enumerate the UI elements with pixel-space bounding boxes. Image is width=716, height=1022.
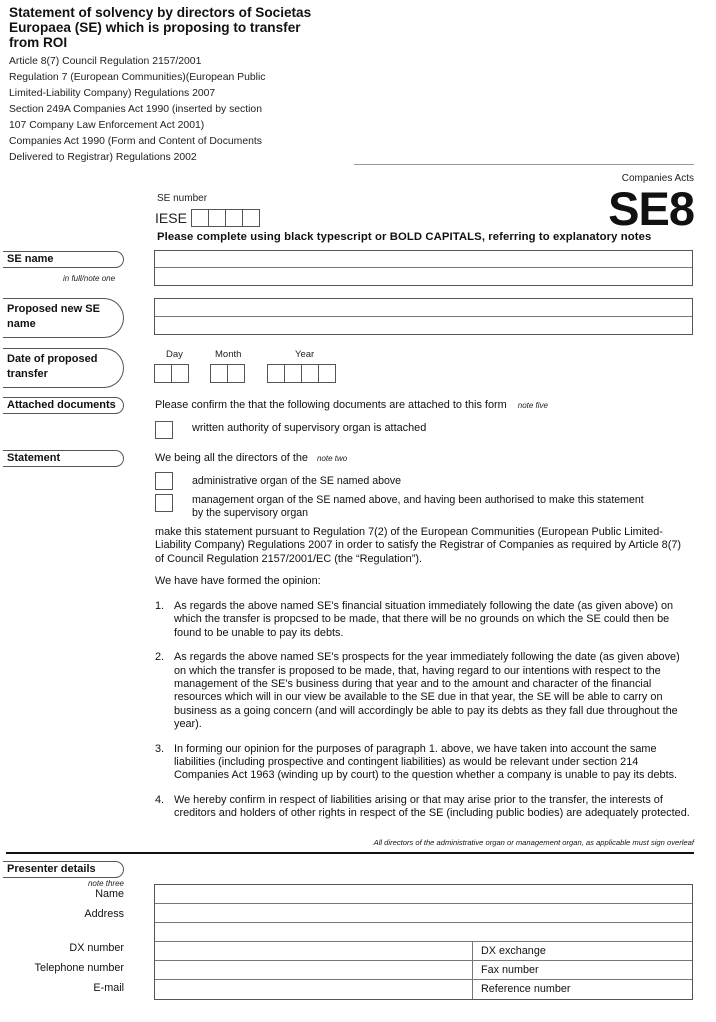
telephone-row	[155, 961, 692, 980]
opinion-item	[155, 743, 693, 783]
presenter-details-label: Presenter details	[7, 863, 96, 875]
date-tab	[3, 348, 124, 388]
fax-label: Fax number	[481, 964, 539, 976]
legal-references	[9, 54, 309, 166]
statement-tab	[3, 450, 124, 467]
attached-documents-tab	[3, 397, 124, 414]
title-line: Europaea (SE) which is proposing to transfer	[9, 20, 301, 35]
se-name-line[interactable]	[155, 251, 692, 268]
date-label: Date of proposed	[7, 353, 98, 365]
title-line: from ROI	[9, 35, 68, 50]
item-number: 3.	[155, 742, 165, 755]
item-text: As regards the above named SE's financial situation immediately following the date (as given above) on which the transfer is propcsed to be made, that there will be no grounds on which the SE could then be found to be unable to pay its debts.	[174, 600, 674, 639]
year-input[interactable]	[268, 364, 336, 383]
year-digit-box[interactable]	[301, 364, 319, 383]
proposed-name-field[interactable]	[154, 298, 693, 335]
companies-acts-label: Companies Acts	[621, 173, 694, 184]
presenter-details-grid	[154, 884, 693, 1000]
statement-intro	[155, 452, 347, 465]
day-label: Day	[166, 349, 183, 360]
day-input[interactable]	[155, 364, 189, 383]
opinion-list	[155, 600, 693, 832]
proposed-name-line[interactable]	[155, 299, 692, 317]
email-field[interactable]	[155, 980, 473, 999]
dx-exchange-field[interactable]	[473, 942, 692, 960]
form-code: SE8	[608, 182, 694, 235]
year-digit-box[interactable]	[318, 364, 336, 383]
address-field-line[interactable]	[155, 923, 692, 942]
email-row	[155, 980, 692, 999]
year-label: Year	[295, 349, 315, 360]
instruction-text: Please complete using black typescript or BOLD CAPITALS, referring to explanatory notes	[157, 231, 652, 243]
legal-ref: Companies Act 1990 (Form and Content of Documents	[9, 136, 262, 147]
presenter-note: note three	[87, 879, 124, 888]
name-field[interactable]	[155, 885, 692, 904]
dx-number-field[interactable]	[155, 942, 473, 960]
administrative-organ-checkbox[interactable]	[155, 472, 173, 490]
day-digit-box[interactable]	[171, 364, 189, 383]
item-text: As regards the above named SE's prospects for the year immediately following the date (as given above) on which the transfer is proposed to be made, that, having regard to our intentions with respect to the management of the SE's business during that year and to the amount and character of the financial resources which will in our view be available to the SE due in that year, the SE will be able to carry on business as a going concern (and will accordingly be able to pay its debts as they fall due throughout the year).	[174, 651, 680, 731]
se-name-note: in full/note one	[63, 274, 116, 283]
se-name-line[interactable]	[155, 268, 692, 285]
legal-ref: 107 Company Law Enforcement Act 2001)	[9, 120, 205, 131]
administrative-organ-label: administrative organ of the SE named above	[192, 475, 402, 487]
supervisory-authority-label: written authority of supervisory organ is attached	[192, 422, 427, 434]
supervisory-authority-checkbox[interactable]	[155, 421, 173, 439]
proposed-name-line[interactable]	[155, 317, 692, 334]
section-divider	[6, 852, 694, 854]
reference-field[interactable]	[473, 980, 692, 999]
fax-field[interactable]	[473, 961, 692, 979]
address-label: Address	[84, 908, 124, 920]
header-divider	[354, 164, 694, 165]
statement-label: Statement	[7, 452, 61, 464]
se-name-label: SE name	[7, 253, 54, 265]
opinion-item	[155, 651, 693, 731]
management-organ-line: by the supervisory organ	[192, 507, 309, 519]
proposed-name-label: Proposed new SE	[7, 303, 100, 315]
pursuant-paragraph: make this statement pursuant to Regulation 7(2) of the European Communities (European Public Limited-Liability Company) Regulations 2007 in order to satisfy the Registrar of Companies as required by Article 8(7) of Council Regulation 2157/2001/EC (the “Regulation”).	[155, 526, 682, 565]
dx-row	[155, 942, 692, 961]
reference-label: Reference number	[481, 983, 571, 995]
name-label: Name	[95, 888, 124, 900]
legal-ref: Article 8(7) Council Regulation 2157/2001	[9, 56, 202, 67]
month-input[interactable]	[211, 364, 245, 383]
attached-documents-label: Attached documents	[7, 399, 116, 411]
se-number-digit-box[interactable]	[225, 209, 243, 227]
item-number: 2.	[155, 651, 165, 664]
iese-prefix: IESE	[155, 210, 187, 226]
opinion-item	[155, 794, 693, 821]
telephone-field[interactable]	[155, 961, 473, 979]
se-number-label: SE number	[157, 193, 208, 204]
item-text: In forming our opinion for the purposes of paragraph 1. above, we have taken into account the same liabilities (including prospective and contingent liabilities) as would be relevant under section 214 Companies Act 1963 (winding up by court) to the question whether a company is unable to pay its debts.	[174, 742, 678, 782]
attached-note: note five	[517, 401, 548, 410]
date-label: transfer	[7, 368, 48, 380]
attached-confirm-text	[155, 399, 548, 412]
statement-intro-text: We being all the directors of the	[155, 452, 308, 464]
se-number-digit-box[interactable]	[191, 209, 209, 227]
legal-ref: Limited-Liability Company) Regulations 2007	[9, 88, 216, 99]
legal-ref: Section 249A Companies Act 1990 (inserted by section	[9, 104, 262, 115]
dx-number-label: DX number	[69, 942, 124, 954]
sign-overleaf-note: All directors of the administrative organ or management organ, as applicable must sign overleaf	[373, 838, 694, 847]
address-field-line[interactable]	[155, 904, 692, 923]
se-name-tab	[3, 251, 124, 268]
proposed-name-tab	[3, 298, 124, 338]
title-line: Statement of solvency by directors of Societas	[9, 5, 312, 20]
presenter-details-tab	[3, 861, 124, 878]
month-label: Month	[215, 349, 242, 360]
form-title	[9, 5, 349, 50]
attached-text: Please confirm the that the following documents are attached to this form	[155, 399, 507, 411]
management-organ-label	[192, 494, 644, 520]
item-number: 4.	[155, 793, 165, 806]
management-organ-line: management organ of the SE named above, and having been authorised to make this statement	[192, 494, 644, 506]
se-number-input[interactable]	[192, 209, 260, 227]
proposed-name-label: name	[7, 318, 36, 330]
management-organ-checkbox[interactable]	[155, 494, 173, 512]
month-digit-box[interactable]	[210, 364, 228, 383]
legal-ref: Regulation 7 (European Communities)(European Public	[9, 72, 266, 83]
item-text: We hereby confirm in respect of liabilities arising or that may arise prior to the transfer, the interests of creditors and holders of other rights in respect of the SE (including public bodies) are adequately protected.	[174, 793, 690, 820]
statement-intro-note: note two	[317, 454, 348, 463]
opinion-heading: We have have formed the opinion:	[155, 575, 321, 587]
opinion-item	[155, 600, 693, 640]
dx-exchange-label: DX exchange	[481, 945, 546, 957]
legal-ref: Delivered to Registrar) Regulations 2002	[9, 152, 197, 163]
email-label: E-mail	[93, 982, 124, 994]
telephone-label: Telephone number	[34, 962, 124, 974]
month-digit-box[interactable]	[227, 364, 245, 383]
se-number-digit-box[interactable]	[242, 209, 260, 227]
item-number: 1.	[155, 600, 165, 612]
day-digit-box[interactable]	[154, 364, 172, 383]
year-digit-box[interactable]	[284, 364, 302, 383]
se-name-field[interactable]	[154, 250, 693, 286]
se-number-digit-box[interactable]	[208, 209, 226, 227]
year-digit-box[interactable]	[267, 364, 285, 383]
